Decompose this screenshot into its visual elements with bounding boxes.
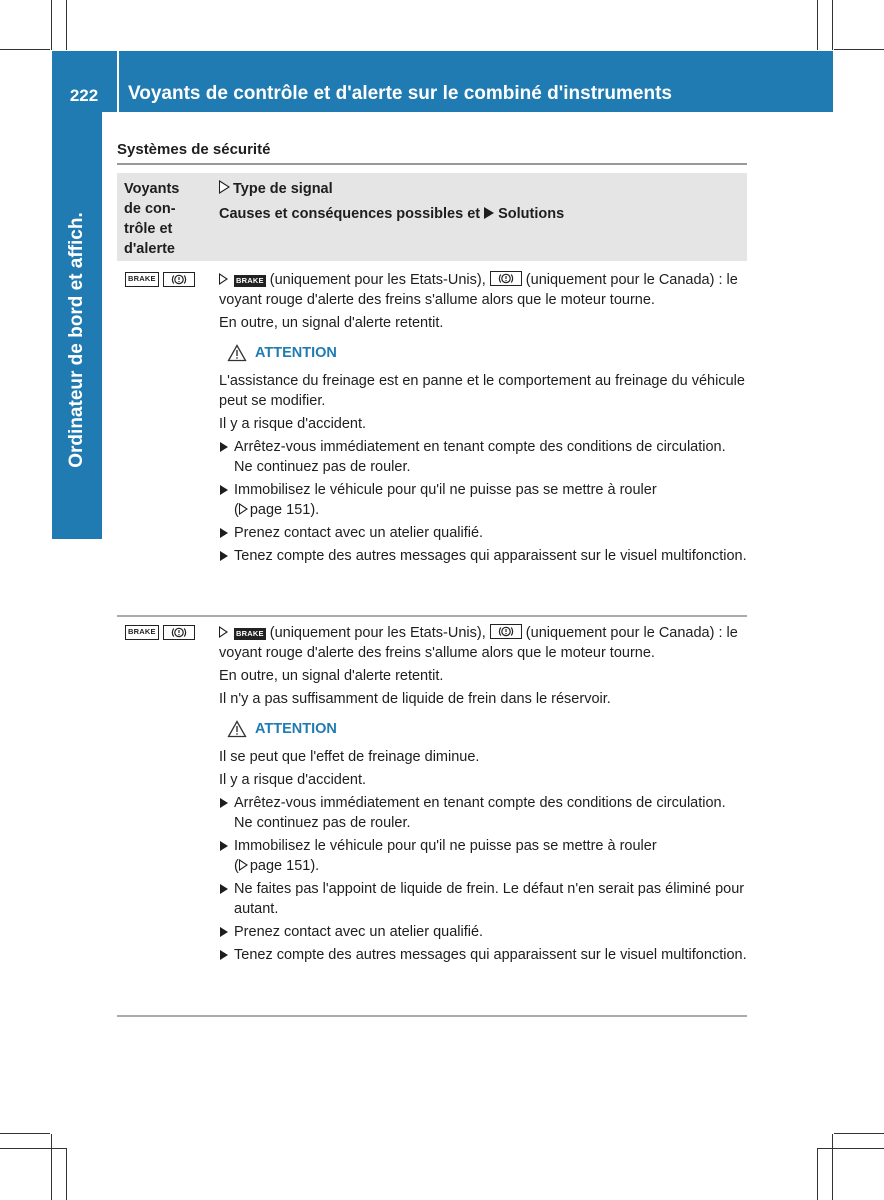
list-item: Immobilisez le véhicule pour qu'il ne puisse pas se mettre à rouler ( page 151). <box>219 480 747 520</box>
header-line: trôle et <box>124 221 173 237</box>
header-col-description <box>219 179 739 224</box>
crop-mark <box>66 0 67 50</box>
section-title: Systèmes de sécurité <box>117 141 271 158</box>
header-line: Voyants <box>124 181 180 197</box>
list-item: Arrêtez-vous immédiatement en tenant compte des conditions de circulation. Ne continuez pas de rouler. <box>219 437 747 477</box>
header-line: de con- <box>124 201 176 217</box>
arrow-right-icon <box>220 950 228 960</box>
list-item: Tenez compte des autres messages qui apparaissent sur le visuel multifonction. <box>219 546 747 566</box>
row-description <box>219 623 747 968</box>
list-item: Ne faites pas l'appoint de liquide de frein. Le défaut n'en serait pas éliminé pour autant. <box>219 879 747 919</box>
page-title: Voyants de contrôle et d'alerte sur le combiné d'instruments <box>128 83 672 104</box>
list-item: Arrêtez-vous immédiatement en tenant compte des conditions de circulation. Ne continuez pas de rouler. <box>219 793 747 833</box>
page-reference[interactable]: page 151). <box>249 858 320 874</box>
signal-type-heading: Type de signal <box>219 179 739 199</box>
paragraph: Il y a risque d'accident. <box>219 416 367 432</box>
paragraph: En outre, un signal d'alerte retentit. <box>219 315 444 331</box>
crop-mark <box>51 1134 52 1200</box>
warning-lamps <box>125 272 195 287</box>
page-reference[interactable]: page 151). <box>249 502 320 518</box>
crop-mark <box>0 1133 50 1134</box>
paragraph: Il se peut que l'effet de freinage diminue. <box>219 749 480 765</box>
crop-mark <box>817 0 818 50</box>
list-item: Immobilisez le véhicule pour qu'il ne puisse pas se mettre à rouler ( page 151). <box>219 836 747 876</box>
header-divider <box>117 51 119 112</box>
arrow-right-icon <box>484 207 494 219</box>
paragraph: L'assistance du freinage est en panne et le comportement au freinage du véhicule peut se modifier. <box>219 373 745 409</box>
arrow-right-icon <box>220 927 228 937</box>
warning-lamps <box>125 625 195 640</box>
list-item: Prenez contact avec un atelier qualifié. <box>219 523 747 543</box>
signal-outline-icon <box>219 180 230 194</box>
brake-circle-lamp-icon <box>490 624 522 639</box>
header-col-lamps <box>124 179 204 259</box>
arrow-right-icon <box>220 442 228 452</box>
row-divider <box>117 615 747 617</box>
crop-mark <box>817 1148 818 1200</box>
brake-lamp-icon: BRAKE <box>236 629 264 638</box>
arrow-right-icon <box>220 485 228 495</box>
header-line: d'alerte <box>124 241 175 257</box>
crop-mark <box>834 1133 884 1134</box>
crop-mark <box>0 49 50 50</box>
brake-lamp-icon: BRAKE <box>125 272 159 287</box>
crop-mark <box>834 49 884 50</box>
warning-triangle-icon <box>227 720 247 738</box>
page-ref-icon <box>239 859 248 871</box>
signal-description: BRAKE (uniquement pour les Etats-Unis), (uniquement pour le Canada) : le voyant rouge d'alerte des freins s'allume alors que le moteur tourne. <box>219 625 738 661</box>
arrow-right-icon <box>220 528 228 538</box>
arrow-right-icon <box>220 841 228 851</box>
paragraph: Il n'y a pas suffisamment de liquide de frein dans le réservoir. <box>219 691 611 707</box>
table-header <box>117 173 747 261</box>
brake-circle-lamp-icon <box>163 272 195 287</box>
causes-heading: Causes et conséquences possibles et Solutions <box>219 206 565 222</box>
brake-circle-lamp-icon <box>490 271 522 286</box>
list-item: Tenez compte des autres messages qui apparaissent sur le visuel multifonction. <box>219 945 747 965</box>
signal-description: BRAKE (uniquement pour les Etats-Unis), (uniquement pour le Canada) : le voyant rouge d'alerte des freins s'allume alors que le moteur tourne. <box>219 272 738 308</box>
crop-mark <box>66 1148 67 1200</box>
signal-outline-icon <box>219 626 228 638</box>
row-description <box>219 270 747 569</box>
page-number: 222 <box>69 86 99 105</box>
crop-mark <box>832 1134 833 1200</box>
row-divider <box>117 1015 747 1017</box>
list-item: Prenez contact avec un atelier qualifié. <box>219 922 747 942</box>
warning-triangle-icon <box>227 344 247 362</box>
arrow-right-icon <box>220 798 228 808</box>
crop-mark <box>817 1148 884 1149</box>
signal-outline-icon <box>219 273 228 285</box>
brake-lamp-icon: BRAKE <box>125 625 159 640</box>
paragraph: Il y a risque d'accident. <box>219 772 367 788</box>
warning-heading: ATTENTION <box>227 343 747 363</box>
page-ref-icon <box>239 503 248 515</box>
arrow-right-icon <box>220 551 228 561</box>
paragraph: En outre, un signal d'alerte retentit. <box>219 668 444 684</box>
arrow-right-icon <box>220 884 228 894</box>
brake-lamp-icon: BRAKE <box>236 276 264 285</box>
section-divider <box>117 163 747 165</box>
chapter-tab-label: Ordinateur de bord et affich. <box>66 212 87 468</box>
crop-mark <box>0 1148 66 1149</box>
warning-heading: ATTENTION <box>227 719 747 739</box>
crop-mark <box>832 0 833 50</box>
brake-circle-lamp-icon <box>163 625 195 640</box>
crop-mark <box>51 0 52 50</box>
